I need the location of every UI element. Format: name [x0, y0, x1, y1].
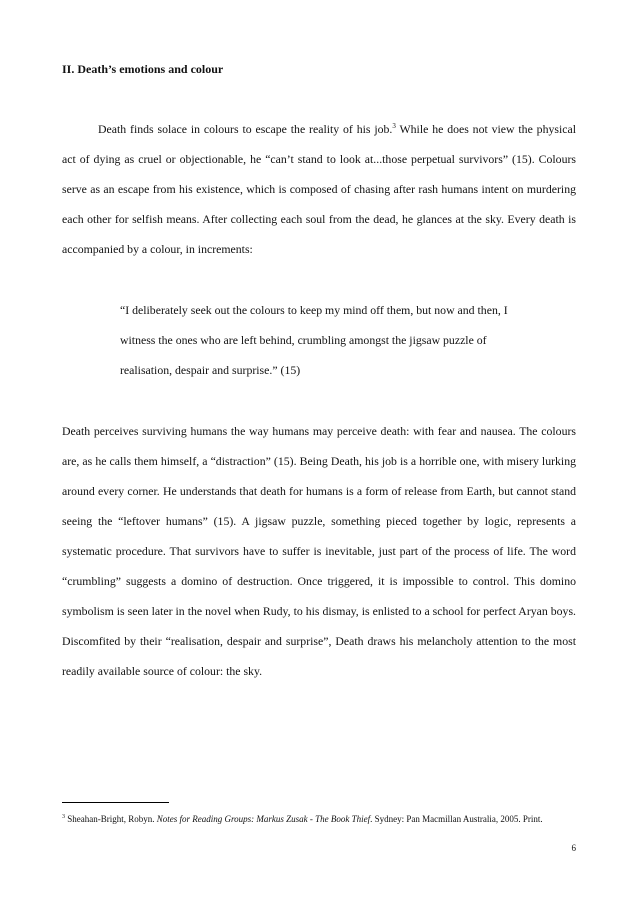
paragraph-1 [62, 114, 576, 264]
footnote-title: Notes for Reading Groups: Markus Zusak - The Book Thief [156, 814, 371, 824]
footnote-ref: 3 [392, 122, 396, 131]
paragraph-1-text-end: While he does not view the physical act of dying as cruel or objectionable, he “can’t stand to look at...those perpetual survivors” (15). Colours serve as an escape from his existence, which is composed of chasing after rash humans intent on murdering each other for selfish means. After collecting each soul from the dead, he glances at the sky. Every death is accompanied by a colour, in increments: [62, 122, 576, 256]
section-heading: II. Death’s emotions and colour [62, 62, 224, 76]
page-number: 6 [571, 843, 576, 853]
footnote-author: Sheahan-Bright, Robyn. [67, 814, 157, 824]
footnote-publication: . Sydney: Pan Macmillan Australia, 2005. Print. [370, 814, 543, 824]
paragraph-1-text-start: Death finds solace in colours to escape the reality of his job. [98, 122, 393, 136]
block-quote: “I deliberately seek out the colours to keep my mind off them, but now and then, I witness the ones who are left behind, crumbling amongst the jigsaw puzzle of realisation, despair and surprise.” (15) [120, 303, 508, 377]
paragraph-2: Death perceives surviving humans the way humans may perceive death: with fear and nausea. The colours are, as he calls them himself, a “distraction” (15). Being Death, his job is a horrible one, with misery lurking around every corner. He understands that death for humans is a form of release from Earth, but cannot stand seeing the “leftover humans” (15). A jigsaw puzzle, something pieced together by logic, represents a systematic procedure. That survivors have to suffer is inevitable, just part of the process of life. The word “crumbling” suggests a domino of destruction. Once triggered, it is impossible to control. This domino symbolism is seen later in the novel when Rudy, to his dismay, is enlisted to a school for perfect Aryan boys. Discomfited by their “realisation, despair and surprise”, Death draws his melancholy attention to the most readily available source of colour: the sky. [62, 424, 576, 678]
footnote-divider [62, 802, 169, 803]
footnote [62, 812, 576, 827]
footnote-number: 3 [62, 814, 65, 820]
